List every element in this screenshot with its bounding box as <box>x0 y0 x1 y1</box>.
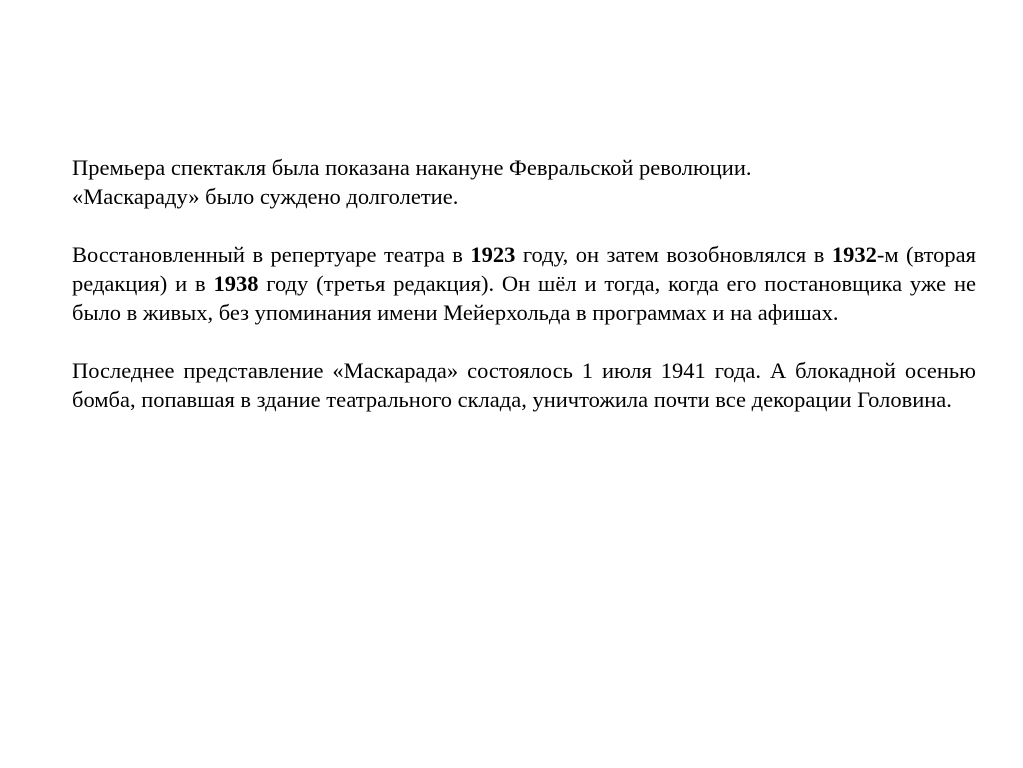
year-1923: 1923 <box>470 242 516 267</box>
revivals-text-1: Восстановленный в репертуаре театра в <box>72 242 471 267</box>
year-1938: 1938 <box>213 271 259 296</box>
revivals-text-3: -м (вторая редакция) и в <box>72 242 976 296</box>
year-1932: 1932 <box>831 242 877 267</box>
paragraph-premiere-line-2: «Маскараду» было суждено долголетие. <box>72 184 459 209</box>
paragraph-last-performance <box>72 356 976 414</box>
last-performance-text: Последнее представление «Маскарада» состоялось 1 июля 1941 года. А блокадной осенью бомба, попавшая в здание театрального склада, уничтожила почти все декорации Головина. <box>72 358 976 412</box>
paragraph-premiere <box>72 153 976 211</box>
text-block <box>72 153 976 443</box>
paragraph-revivals <box>72 240 976 327</box>
revivals-text-2: году, он затем возобновлялся в <box>515 242 832 267</box>
revivals-text-4: году (третья редакция). Он шёл и тогда, когда его постановщика уже не было в живых, без упоминания имени Мейерхольда в программах и на афишах. <box>72 271 976 325</box>
paragraph-premiere-line-1: Премьера спектакля была показана накануне Февральской революции. <box>72 155 752 180</box>
